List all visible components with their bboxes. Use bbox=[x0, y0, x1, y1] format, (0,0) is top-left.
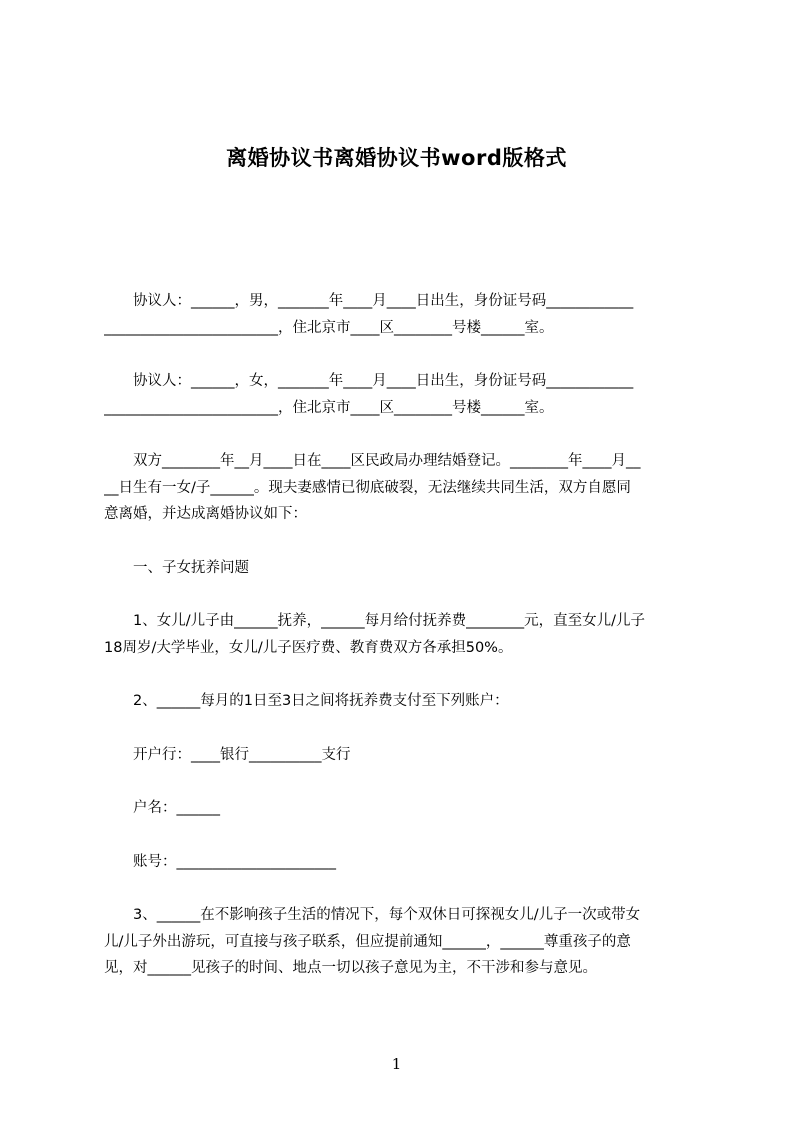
item2-paragraph: 2、______每月的1日至3日之间将抚养费支付至下列账户： bbox=[104, 693, 509, 709]
party2-line-1: 协议人：______，女，_______年____月____日出生，身份证号码____________ bbox=[104, 373, 634, 389]
item3-paragraph bbox=[104, 902, 704, 982]
page-number: 1 bbox=[391, 1055, 402, 1073]
item3-line-1: 3、______在不影响孩子生活的情况下，每个双休日可探视女儿/儿子一次或带女 bbox=[104, 907, 641, 923]
account-number-line: 账号：______________________ bbox=[104, 853, 336, 870]
party1-paragraph bbox=[104, 288, 704, 341]
item1-line-2: 18周岁/大学毕业，女儿/儿子医疗费、教育费双方各承担50%。 bbox=[104, 639, 513, 656]
item1-line-1: 1、女儿/儿子由______抚养，______每月给付抚养费________元，直至女儿/儿子 bbox=[104, 613, 645, 629]
item3-line-2: 儿/儿子外出游玩，可直接与孩子联系，但应提前通知______，______尊重孩子的意 bbox=[104, 933, 631, 950]
document-title: 离婚协议书离婚协议书word版格式 bbox=[226, 146, 567, 170]
intro-line-3: 意离婚，并达成离婚协议如下： bbox=[104, 506, 307, 522]
bank-line: 开户行：____银行__________支行 bbox=[104, 746, 351, 763]
item1-paragraph bbox=[104, 608, 704, 661]
intro-line-2: __日生有一女/子______。现夫妻感情已彻底破裂，无法继续共同生活，双方自愿同 bbox=[104, 479, 631, 496]
party1-line-1: 协议人：______，男，_______年____月____日出生，身份证号码____________ bbox=[104, 293, 634, 309]
item3-line-3: 见，对______见孩子的时间、地点一切以孩子意见为主，不干涉和参与意见。 bbox=[104, 960, 597, 976]
party2-paragraph bbox=[104, 368, 704, 421]
party1-line-2: ________________________，住北京市____区________号楼______室。 bbox=[104, 319, 554, 336]
section1-heading: 一、子女抚养问题 bbox=[104, 559, 249, 576]
intro-line-1: 双方________年__月____日在____区民政局办理结婚登记。________年____月__ bbox=[104, 453, 641, 469]
document-body bbox=[104, 288, 704, 982]
intro-paragraph bbox=[104, 448, 704, 528]
party2-line-2: ________________________，住北京市____区________号楼______室。 bbox=[104, 399, 554, 416]
account-name-line: 户名：______ bbox=[104, 800, 220, 816]
